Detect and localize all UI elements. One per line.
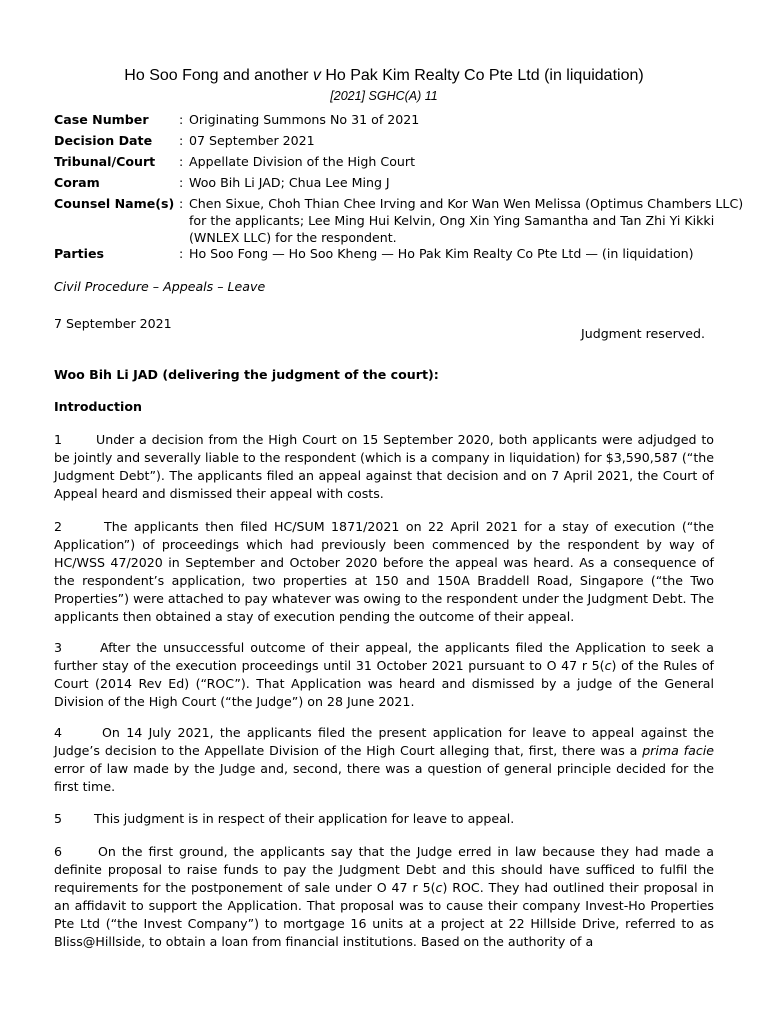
paragraph-text: The applicants then filed HC/SUM 1871/2021 on 22 April 2021 for a stay of execution (“the Application”) of proceedings which had previously been commenced by the respondent by way of HC/WSS 47/2020 in September and October 2020 before the appeal was heard. As a consequence of the respondent’s application, two properties at 150 and 150A Braddell Road, Singapore (“the Two Properties”) were attached to pay whatever was owing to the respondent under the Judgment Debt. The applicants then obtained a stay of execution pending the outcome of their appeal. <box>54 519 714 624</box>
judge-heading: Woo Bih Li JAD (delivering the judgment of the court): <box>54 367 439 382</box>
meta-value: 07 September 2021 <box>189 133 315 148</box>
section-heading-introduction: Introduction <box>54 399 142 414</box>
meta-key: Tribunal/Court <box>54 154 156 169</box>
meta-colon: : <box>179 154 184 169</box>
judgment-reserved: Judgment reserved. <box>581 326 705 341</box>
paragraph-text-cont: error of law made by the Judge and, second, there was a question of general principle decided for the first time. <box>54 761 714 794</box>
meta-key: Coram <box>54 175 100 190</box>
paragraph-text: Under a decision from the High Court on 15 September 2020, both applicants were adjudged to be jointly and severally liable to the respondent (which is a company in liquidation) for $3,590,587 (“the Judgment Debt”). The applicants filed an appeal against that decision and on 7 April 2021, the Court of Appeal heard and dismissed their appeal with costs. <box>54 432 714 501</box>
case-title-right: Ho Pak Kim Realty Co Pte Ltd (in liquidation) <box>320 67 644 84</box>
judgment-date: 7 September 2021 <box>54 316 172 331</box>
meta-value: Woo Bih Li JAD; Chua Lee Ming J <box>189 175 390 190</box>
meta-colon: : <box>179 175 184 190</box>
meta-colon: : <box>179 196 184 211</box>
meta-colon: : <box>179 133 184 148</box>
paragraph-number: 4 <box>54 725 63 740</box>
paragraph-text: On 14 July 2021, the applicants filed the present application for leave to appeal against the Judge’s decision to the Appellate Division of the High Court alleging that, first, there was a <box>54 725 714 758</box>
paragraph-6 <box>54 843 714 951</box>
paragraph-5 <box>54 810 714 828</box>
paragraph-text: This judgment is in respect of their application for leave to appeal. <box>94 811 515 826</box>
paragraph-text: On the first ground, the applicants say that the Judge erred in law because they had made a definite proposal to raise funds to pay the Judgment Debt and this should have sufficed to fulfil the requirements for the postponement of sale under O 47 r 5( <box>54 844 714 895</box>
meta-colon: : <box>179 112 184 127</box>
paragraph-4 <box>54 724 714 796</box>
case-title <box>0 67 768 85</box>
case-title-versus: v <box>312 67 321 84</box>
meta-key: Case Number <box>54 112 149 127</box>
meta-colon: : <box>179 246 184 261</box>
paragraph-3 <box>54 639 714 711</box>
paragraph-number: 1 <box>54 432 63 447</box>
meta-key: Counsel Name(s) <box>54 196 175 211</box>
paragraph-number: 5 <box>54 811 63 826</box>
paragraph-text-italic: prima facie <box>642 743 714 758</box>
paragraph-number: 6 <box>54 844 63 859</box>
meta-value: Chen Sixue, Choh Thian Chee Irving and Kor Wan Wen Melissa (Optimus Chambers LLC) for the applicants; Lee Ming Hui Kelvin, Ong Xin Ying Samantha and Tan Zhi Yi Kikki (WNLEX LLC) for the respondent. <box>189 196 744 245</box>
case-title-left: Ho Soo Fong and another <box>124 67 313 84</box>
neutral-citation: [2021] SGHC(A) 11 <box>330 89 438 103</box>
paragraph-2 <box>54 518 714 626</box>
paragraph-text-italic: c <box>435 880 443 895</box>
paragraph-text: After the unsuccessful outcome of their appeal, the applicants filed the Application to seek a further stay of the execution proceedings until 31 October 2021 pursuant to O 47 r 5( <box>54 640 714 673</box>
paragraph-1 <box>54 431 714 503</box>
paragraph-number: 2 <box>54 519 63 534</box>
paragraph-text-cont: ) ROC. They had outlined their proposal in an affidavit to support the Application. That proposal was to cause their company Invest-Ho Properties Pte Ltd (“the Invest Company”) to mortgage 16 units at a project at 22 Hillside Drive, referred to as Bliss@Hillside, to obtain a loan from financial institutions. Based on the authority of a <box>54 880 714 949</box>
meta-value: Originating Summons No 31 of 2021 <box>189 112 420 127</box>
meta-value: Ho Soo Fong — Ho Soo Kheng — Ho Pak Kim Realty Co Pte Ltd — (in liquidation) <box>189 246 694 261</box>
paragraph-text-cont: ) of the Rules of Court (2014 Rev Ed) (“ROC”). That Application was heard and dismissed by a judge of the General Division of the High Court (“the Judge”) on 28 June 2021. <box>54 658 714 709</box>
meta-key: Decision Date <box>54 133 153 148</box>
meta-value: Appellate Division of the High Court <box>189 154 416 169</box>
catchwords: Civil Procedure – Appeals – Leave <box>54 279 266 294</box>
paragraph-text-italic: c <box>604 658 612 673</box>
paragraph-number: 3 <box>54 640 63 655</box>
meta-key: Parties <box>54 246 104 261</box>
